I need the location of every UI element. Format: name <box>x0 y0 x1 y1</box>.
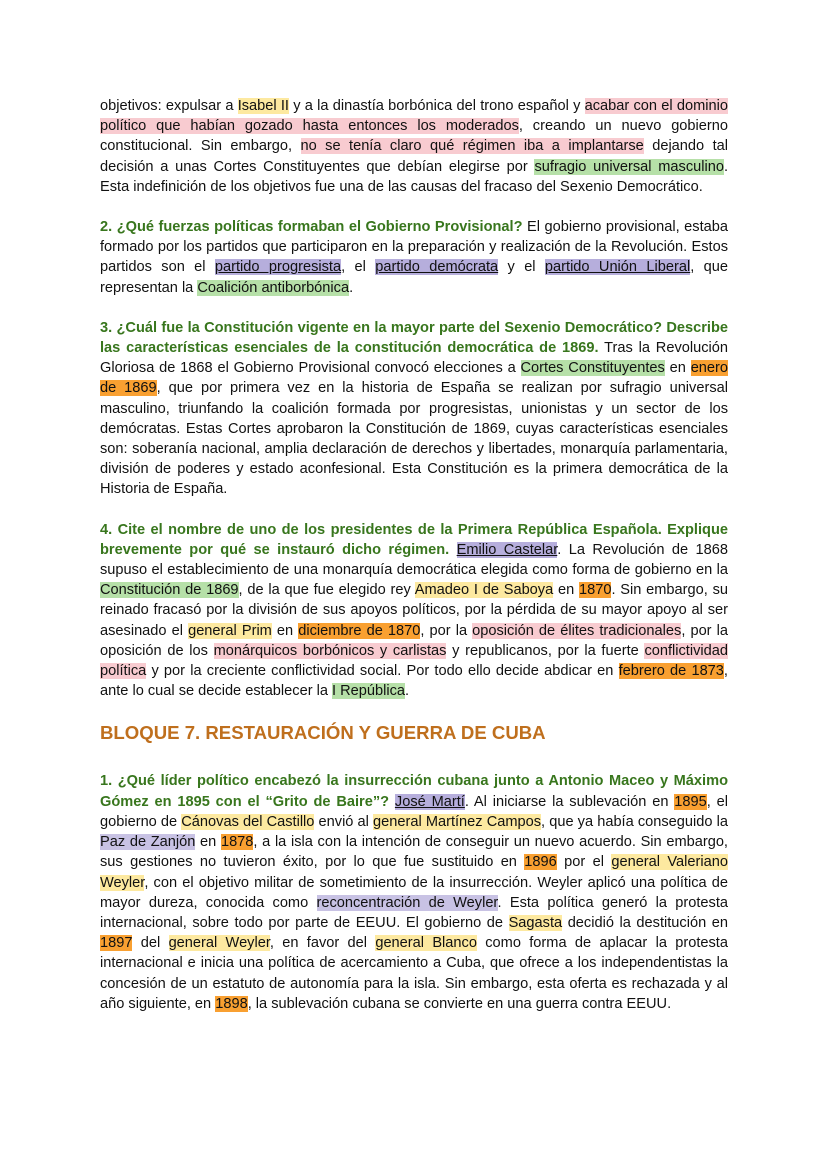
highlight: reconcentración de Weyler <box>316 894 498 911</box>
text: en <box>664 360 691 377</box>
text: . <box>405 683 410 700</box>
text: , el gobierno de <box>100 793 729 830</box>
question-heading: 4. Cite el nombre de uno de los presidentes de la Primera República Española. Explique brevemente por qué se instauró dicho régimen. <box>100 521 728 558</box>
highlight: no se tenía claro qué régimen iba a implantarse <box>300 138 644 155</box>
text: en <box>271 622 299 639</box>
text: y por la creciente conflictividad social. Por todo ello decide abdicar en <box>146 663 619 680</box>
text: , en favor del <box>269 935 376 952</box>
question-heading: 1. ¿Qué líder político encabezó la insurrección cubana junto a Antonio Maceo y Máximo Gómez en 1895 con el “Grito de Baire”? <box>100 773 728 810</box>
highlight: 1896 <box>524 854 557 871</box>
text: , que por primera vez en la historia de España se realizan por sufragio universal masculino, triunfando la coalición formada por progresistas, unionistas y un sector de los demócratas. Estas Cortes aprobaron la Constitución de 1869, cuyas características esenciales son: soberanía nacional, amplia declaración de derechos y libertades, monarquía parlamentaria, división de poderes y estado aconfesional. Esta Constitución es la primera democrática de la Historia de España. <box>100 380 728 498</box>
text: , por la <box>420 622 473 639</box>
highlight: Sagasta <box>508 914 563 931</box>
text: en <box>195 834 221 851</box>
highlight: general Valeriano Weyler <box>100 854 728 891</box>
text: , la sublevación cubana se convierte en una guerra contra EEUU. <box>247 995 672 1012</box>
question-heading: 3. ¿Cuál fue la Constitución vigente en la mayor parte del Sexenio Democrático? Describe las características esenciales de la constitución democrática de 1869. <box>100 319 728 357</box>
highlight: Amadeo I de Saboya <box>414 582 554 599</box>
highlight: Coalición antiborbónica <box>197 279 350 296</box>
highlight: Constitución de 1869 <box>100 582 239 599</box>
highlight: acabar con el dominio político que habían gozado hasta entonces los moderados <box>100 98 729 135</box>
highlight: Cortes Constituyentes <box>520 360 665 377</box>
paragraph-question-3 <box>100 318 728 500</box>
text: y el <box>498 259 545 276</box>
text: . La Revolución de 1868 supuso el establecimiento de una monarquía democrática elegida como forma de gobierno en la <box>100 541 728 579</box>
text: como forma de aplacar la protesta internacional e inicia una política de acercamiento a Cuba, que ofrece a los independentistas la concesión de un estatuto de autonomía para la isla. Sin embargo, esta oferta es rechazada y al año siguiente, en <box>100 935 728 1012</box>
paragraph-question-4 <box>100 520 728 702</box>
highlight: general Martínez Campos <box>373 813 542 830</box>
highlight: Paz de Zanjón <box>100 834 196 851</box>
text: , que representan la <box>100 259 728 296</box>
highlight: febrero de 1873 <box>618 663 724 680</box>
text: decidió la destitución en <box>562 914 728 931</box>
text: . Esta indefinición de los objetivos fue una de las causas del fracaso del Sexenio Democrático. <box>100 158 729 195</box>
highlight: partido Unión Liberal <box>544 259 691 276</box>
text: del <box>132 935 169 952</box>
text: , el <box>341 259 376 276</box>
highlight: general Blanco <box>375 935 477 952</box>
paragraph-objetivos <box>100 96 728 197</box>
highlight: partido demócrata <box>375 259 499 276</box>
highlight: 1898 <box>215 995 248 1012</box>
text: , que ya había conseguido la <box>541 813 728 830</box>
text: objetivos: expulsar a <box>100 98 238 114</box>
highlight: Cánovas del Castillo <box>181 813 315 830</box>
highlight: 1870 <box>579 582 612 599</box>
highlight: 1897 <box>100 935 133 952</box>
text: , con el objetivo militar de sometimiento de la insurrección. Weyler aplicó una política de mayor dureza, conocida como <box>100 874 728 911</box>
highlight: I República <box>332 683 406 700</box>
text: , creando un nuevo gobierno constitucional. Sin embargo, <box>100 118 728 155</box>
section-heading: BLOQUE 7. RESTAURACIÓN Y GUERRA DE CUBA <box>100 722 546 744</box>
highlight: general Weyler <box>168 935 270 952</box>
document-page <box>100 96 728 1034</box>
text: , ante lo cual se decide establecer la <box>100 663 728 700</box>
text: . Sin embargo, su reinado fracasó por la división de sus apoyos políticos, por la pérdida de su mayor apoyo al ser asesinado el <box>100 582 728 639</box>
text: , por la oposición de los <box>100 622 728 659</box>
highlight: enero de 1869 <box>100 360 729 397</box>
text: envió al <box>314 813 374 830</box>
paragraph-question-2 <box>100 217 728 298</box>
text: y republicanos, por la fuerte <box>446 642 645 659</box>
paragraph-cuba-question-1 <box>100 771 728 1013</box>
text: , a la isla con la intención de conseguir un nuevo acuerdo. Sin embargo, sus gestiones no tuvieron éxito, por lo que fue sustituido en <box>100 834 728 871</box>
text: por el <box>556 854 612 871</box>
highlight: 1878 <box>220 834 254 851</box>
text: y a la dinastía borbónica del trono español y <box>289 98 585 114</box>
text <box>449 542 456 558</box>
highlight: monárquicos borbónicos y carlistas <box>213 642 447 659</box>
text: . Esta política generó la protesta internacional, sobre todo por parte de EEUU. El gobierno de <box>100 894 728 931</box>
highlight: sufragio universal masculino <box>534 158 724 175</box>
text: dejando tal decisión a unas Cortes Constituyentes que debían elegirse por <box>100 138 728 175</box>
highlight: conflictividad política <box>100 642 728 680</box>
highlight: diciembre de 1870 <box>298 622 421 639</box>
text: Tras la Revolución Gloriosa de 1868 el Gobierno Provisional convocó elecciones a <box>100 340 728 377</box>
text: El gobierno provisional, estaba formado por los partidos que participaron en la preparación y realización de la Revolución. Estos partidos son el <box>100 219 728 276</box>
highlight: 1895 <box>674 793 707 810</box>
text: , de la que fue elegido rey <box>238 582 415 599</box>
highlight: Isabel II <box>237 98 289 114</box>
text: . Al iniciarse la sublevación en <box>464 793 675 810</box>
text: en <box>553 582 579 599</box>
highlight: oposición de élites tradicionales <box>472 622 682 639</box>
highlight: Emilio Castelar <box>456 541 558 558</box>
highlight: José Martí <box>394 793 465 810</box>
question-heading: 2. ¿Qué fuerzas políticas formaban el Gobierno Provisional? <box>100 219 523 236</box>
highlight: general Prim <box>188 622 272 639</box>
highlight: partido progresista <box>214 259 342 276</box>
text: . <box>349 279 354 296</box>
